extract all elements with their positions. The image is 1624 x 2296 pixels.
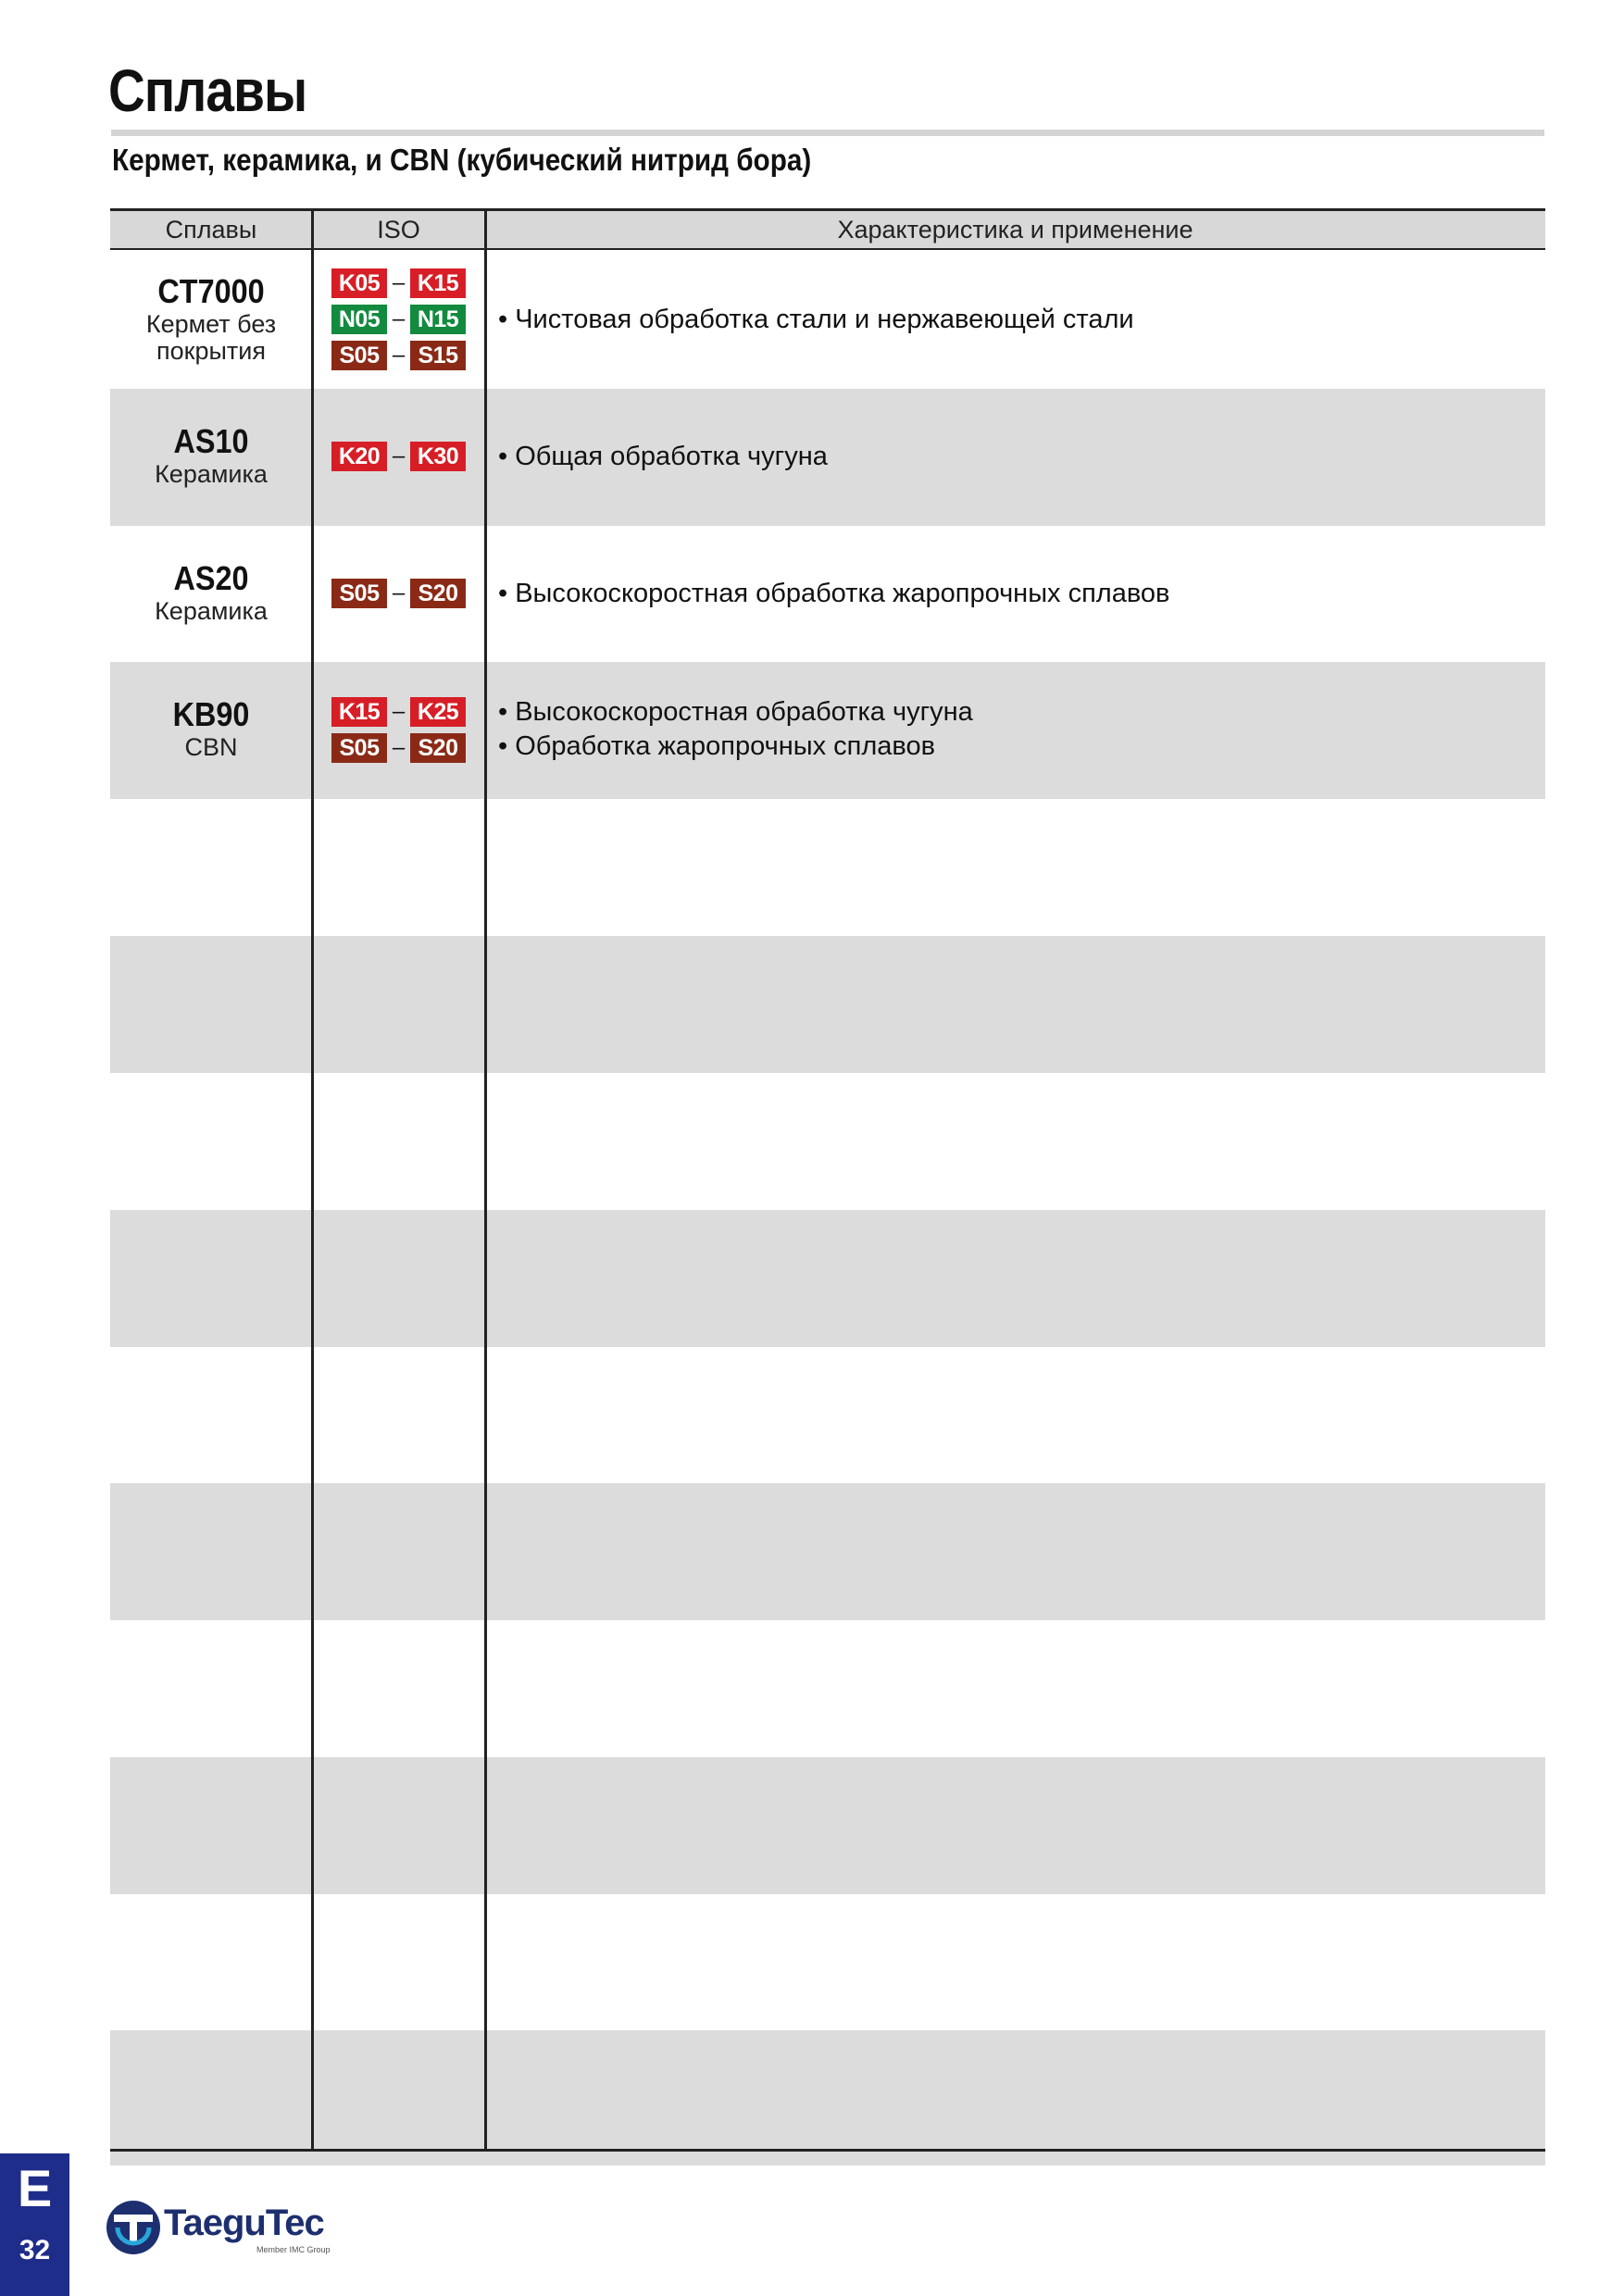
table-header [110,211,1545,250]
alloy-description: Керамика [155,597,268,626]
table-row [110,252,1545,389]
iso-grade-badge: S05 [331,733,387,763]
iso-grade-badge: K15 [410,268,466,298]
iso-grade-badge: N05 [331,305,387,334]
table-row [110,1483,1545,1620]
application-item: • Общая обработка чугуна [498,441,828,471]
table-row [110,1073,1545,1210]
table-row [110,662,1545,799]
application-item: • Высокоскоростная обработка чугуна [498,697,973,727]
iso-grade-badge: K30 [410,442,466,471]
application-item: • Чистовая обработка стали и нержавеющей стали [498,304,1134,334]
iso-cell [312,389,485,524]
iso-cell [312,252,485,387]
section-tab [0,2153,69,2296]
alloy-code: KB90 [172,695,250,734]
alloy-cell [110,389,312,524]
iso-grade-badge: K20 [331,442,387,471]
application-item: • Обработка жаропрочных сплавов [498,731,936,761]
iso-grade-badge: S20 [410,733,466,763]
iso-range-dash: – [392,270,406,295]
iso-grade-badge: K15 [331,697,387,727]
alloy-cell [110,252,312,387]
application-item: • Высокоскоростная обработка жаропрочных сплавов [498,578,1170,608]
alloy-code: CT7000 [157,271,265,310]
header-application: Характеристика и применение [837,216,1193,243]
table-row [110,526,1545,663]
title-rule [111,130,1544,136]
iso-range [331,302,466,338]
table-row [110,389,1545,526]
iso-grade-badge: K05 [331,268,387,298]
logo-subtext: Member IMC Group [256,2245,331,2254]
iso-range [331,730,466,766]
table-row [110,1346,1545,1483]
table-bottom-border [110,2149,1545,2152]
table-row [110,1620,1545,1757]
table-row [110,936,1545,1073]
iso-range-dash: – [392,580,406,605]
table-row [110,799,1545,936]
header-iso: ISO [377,216,420,243]
alloy-code: AS10 [173,422,249,461]
alloy-description: CBN [184,733,238,762]
iso-range-dash: – [392,343,406,368]
alloy-description: Кермет без [145,309,277,338]
application-cell [485,252,1545,387]
table-row [110,1894,1545,2031]
iso-range-dash: – [392,443,406,468]
alloys-table [110,208,1545,2152]
column-divider-2 [484,211,487,2150]
alloy-code: AS20 [173,559,249,598]
alloy-description: покрытия [156,336,266,365]
table-row [110,2030,1545,2165]
section-letter: E [17,2159,53,2217]
alloy-description: Керамика [155,460,268,489]
taegutec-logo-icon [105,2199,162,2256]
iso-range-dash: – [392,306,406,331]
alloy-cell [110,526,312,661]
application-cell [485,389,1545,524]
logo-wordmark: TaeguTec [164,2202,324,2243]
iso-range [331,439,466,475]
iso-cell [312,526,485,661]
iso-grade-badge: N15 [410,305,466,334]
iso-grade-badge: S05 [331,579,387,608]
iso-range-dash: – [392,734,406,760]
iso-range [331,338,466,374]
iso-grade-badge: K25 [410,697,466,727]
iso-grade-badge: S05 [331,341,387,370]
iso-range [331,576,466,612]
application-cell [485,662,1545,797]
header-alloys: Сплавы [165,216,257,243]
column-divider-1 [311,211,314,2150]
iso-cell [312,662,485,797]
iso-grade-badge: S20 [410,579,466,608]
page-subtitle: Кермет, керамика, и CBN (кубический нитрид бора) [112,143,812,177]
taegutec-logo [105,2199,345,2256]
iso-range-dash: – [392,698,406,724]
application-cell [485,526,1545,661]
alloy-cell [110,662,312,797]
page-number: 32 [19,2235,51,2265]
table-row [110,1757,1545,1894]
iso-range [331,266,466,302]
iso-grade-badge: S15 [410,341,466,370]
iso-range [331,693,466,730]
table-row [110,1210,1545,1347]
page-title: Сплавы [108,57,307,124]
